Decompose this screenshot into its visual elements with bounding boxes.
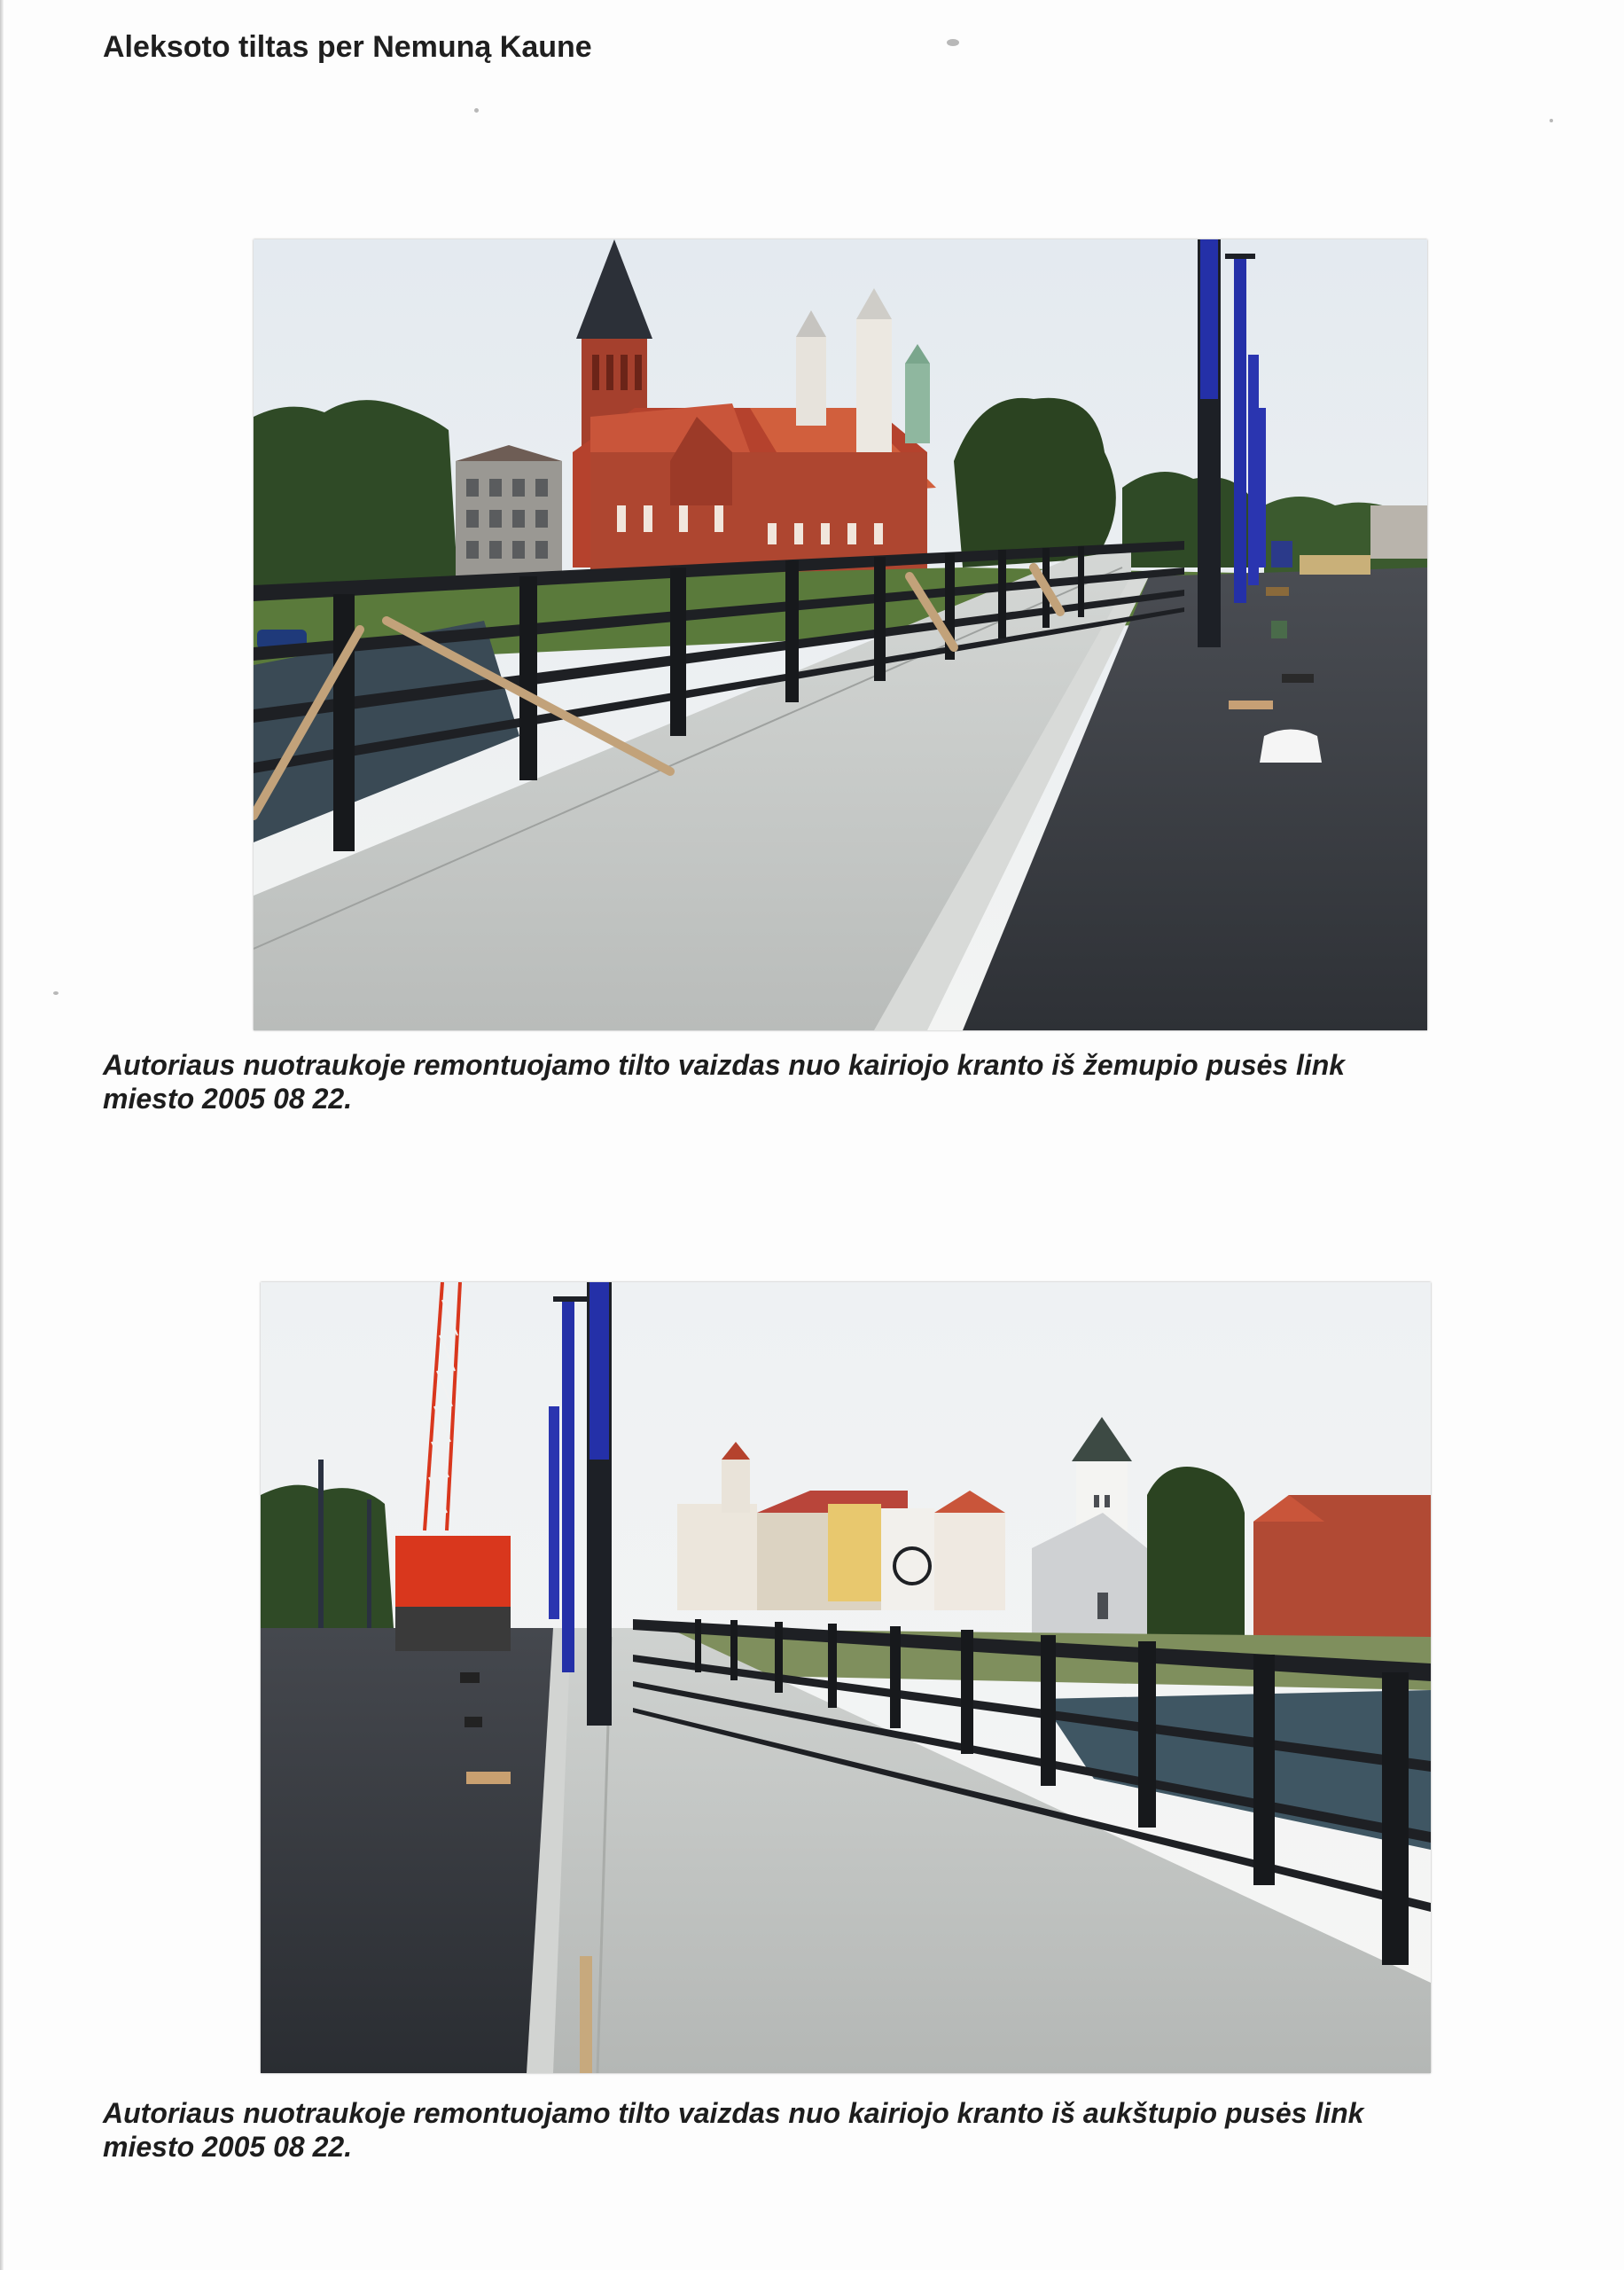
scan-edge xyxy=(0,0,4,2270)
scan-speck xyxy=(53,991,59,995)
photo-1-caption-text: Autoriaus nuotraukoje remontuojamo tilto vaizdas nuo kairiojo kranto iš žemupio pusės link xyxy=(103,1049,1346,1081)
photo-bridge-upstream xyxy=(261,1282,1431,2073)
photo-1-caption xyxy=(103,1048,1574,1115)
photo-1-caption-date: miesto 2005 08 22. xyxy=(103,1083,353,1115)
photo-2-caption-text: Autoriaus nuotraukoje remontuojamo tilto vaizdas nuo kairiojo kranto iš aukštupio pusės link xyxy=(103,2097,1364,2129)
photo-bridge-downstream xyxy=(254,239,1427,1030)
scan-speck xyxy=(1550,119,1553,122)
photo-2-caption-date: miesto 2005 08 22. xyxy=(103,2131,353,2163)
page-title: Aleksoto tiltas per Nemuną Kaune xyxy=(103,30,592,64)
scan-speck xyxy=(474,108,479,113)
photo-2-caption xyxy=(103,2096,1574,2164)
scan-speck xyxy=(947,39,959,46)
